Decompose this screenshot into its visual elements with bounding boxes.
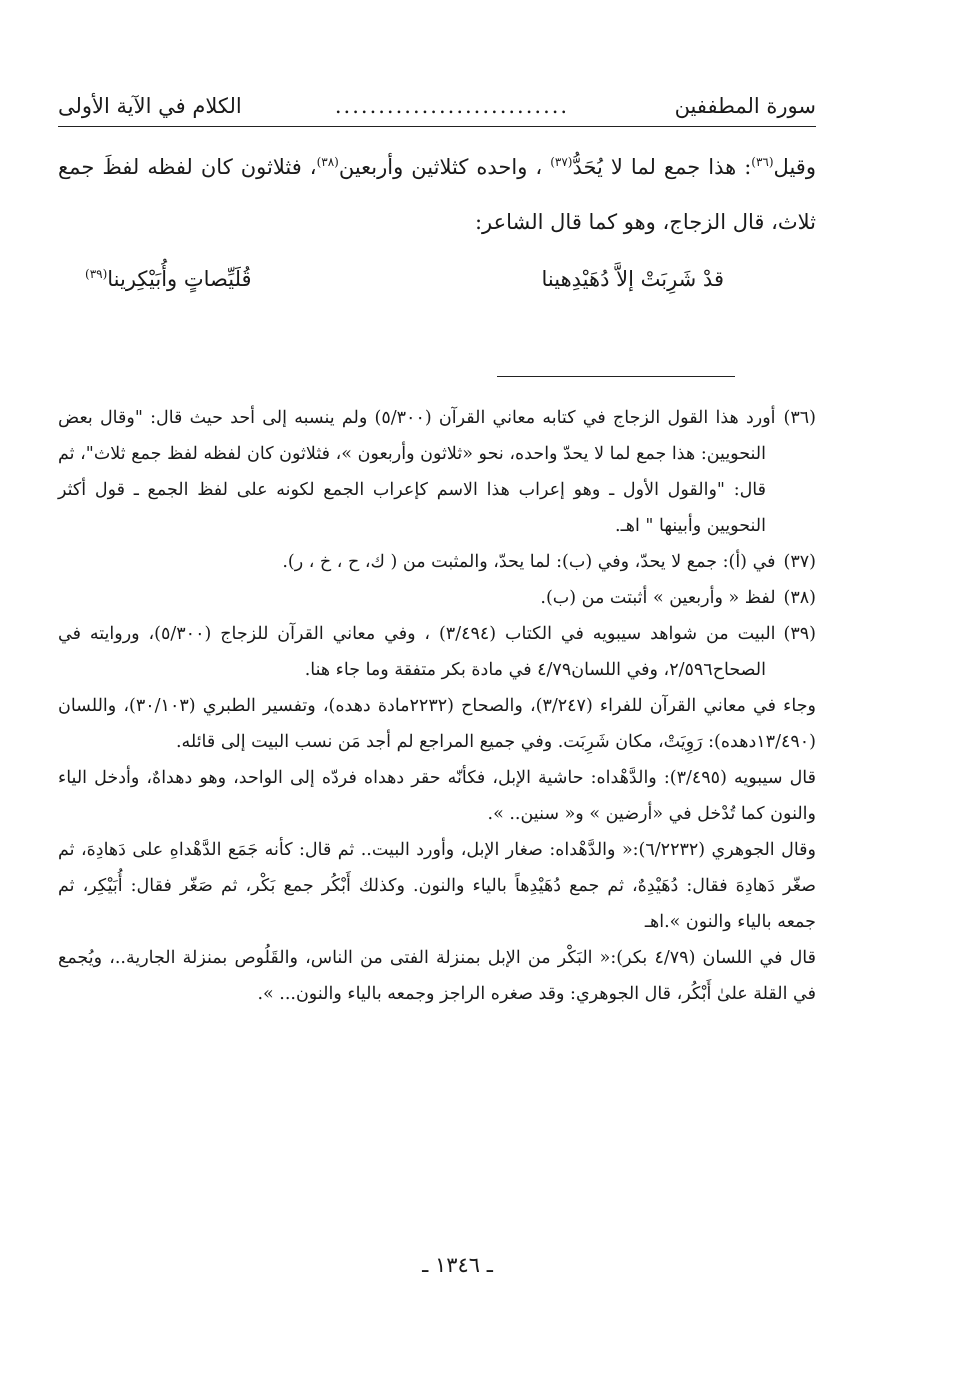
footnote-39	[58, 616, 816, 688]
footnote-number: (٣٧)	[783, 552, 816, 572]
text-run: قُلَيِّصاتٍ وأُبَيْكِرينا	[107, 267, 252, 291]
footnote-separator	[497, 376, 735, 377]
footnote-text: البيت من شواهد سيبويه في الكتاب (٣/٤٩٤) ، وفي معاني القرآن للزجاج (٥/٣٠٠)، وروايته في الصحاح٢/٥٩٦، وفي اللسان٤/٧٩ في مادة بكر متفقة وما جاء هنا.	[58, 624, 776, 680]
footnote-39-paragraph: وجاء في معاني القرآن للفراء (٣/٢٤٧)، والصحاح (٢٢٣٢مادة دهده)، وتفسير الطبري (٣٠/١٠٣)، واللسان (١٣/٤٩٠دهده): رَوِيَتْ، مكان شَرِبَت. وفي جميع المراجع لم أجد مَن نسب البيت إلى قائله.	[58, 696, 816, 752]
footnote-number: (٣٨)	[783, 588, 816, 608]
poem-first-hemistich: قدْ شَرِبَتْ إلاَّ دُهَيْدِهينا	[541, 267, 724, 291]
header-topic: الكلام في الآية الأولى	[58, 94, 242, 118]
footnote-text: في (أ): جمع لا يحدّ، وفي (ب): لما يحدّ، والمثبت من ( ك، ح ، خ ، ر).	[282, 552, 776, 572]
text-run: : هذا جمع لما لا يُحَدُّ	[572, 155, 752, 179]
footnote-text: لفظ « وأربعين » أثبتت من (ب).	[540, 588, 776, 608]
header-leader-dots: ...........................	[334, 94, 570, 118]
footnote-39-paragraph: قال سيبويه (٣/٤٩٥): والدَّهْداه: حاشية الإبل، فكأنّه حقر دهداه فردّه إلى الواحد، وهو دهداهٌ، وأدخل الياء والنون كما تُدْخل في «أرضين » و« سنين.. ».	[58, 768, 817, 824]
footnote-37	[58, 544, 816, 580]
footnote-number: (٣٦)	[783, 408, 816, 428]
text-run: ، واحده كثلاثين وأربعين	[338, 155, 551, 179]
footnote-38	[58, 580, 816, 616]
footnote-text: أورد هذا القول الزجاج في كتابه معاني القرآن (٥/٣٠٠) ولم ينسبه إلى أحد حيث قال: "وقال بعض النحويين: هذا جمع لما لا يحدّ واحده، نحو «ثلاثون وأربعون »، فثلاثون كان لفظه لفظ جمع ثلاث"، ثم قال: "والقول الأول ـ وهو إعراب هذا الاسم كإعراب الجمع لكونه على لفظ الجمع ـ قول أكثر النحويين وأبينها " اهـ.	[58, 408, 776, 536]
footnote-39-paragraph: قال في اللسان (٤/٧٩ بكر):« البَكْر من الإبل بمنزلة الفتى من الناس، والقَلُوص بمنزلة الجارية..، ويُجمع في القلة علىٰ أَبْكُر، قال الجوهري: وقد صغره الراجز وجمعه بالياء والنون... ».	[58, 948, 816, 1004]
footnote-ref-36: (٣٦)	[751, 155, 774, 169]
poem-verse	[85, 255, 724, 303]
main-text	[58, 140, 816, 250]
page-number: ـ ١٣٤٦ ـ	[422, 1253, 493, 1277]
poem-second-hemistich	[85, 255, 252, 303]
footnote-39-paragraph: وقال الجوهري (٦/٢٢٣٢):« والدَّهْداه: صغار الإبل، وأورد البيت.. ثم قال: كأنه جَمَع الدَّهْداهِ على دَهادِهَ، ثم صغّر دَهادِهَ فقال: دُهَيْدِهٌ، ثم جمع دُهَيْدِهاً بالياء والنون. وكذلك أَبْكُر جمع بَكْر، ثم صَغّر فقال: أُبَيْكِر، ثم جمعه بالياء والنون ».اهـ	[58, 840, 816, 932]
footnote-36	[58, 400, 816, 544]
header-sura-name: سورة المطففين	[674, 94, 816, 118]
footnote-ref-38: (٣٨)	[316, 155, 339, 169]
running-header	[58, 86, 816, 127]
footnote-ref-39: (٣٩)	[85, 267, 108, 281]
footnotes	[58, 400, 816, 1012]
footnote-ref-37: (٣٧)	[550, 155, 573, 169]
main-paragraph	[58, 140, 816, 250]
text-run: وقيل	[773, 155, 816, 179]
text-run: ، فثلاثون كان لفظه لفظَ جمع ثلاث، قال الزجاج، وهو كما قال الشاعر:	[58, 155, 816, 234]
footnote-number: (٣٩)	[783, 624, 816, 644]
